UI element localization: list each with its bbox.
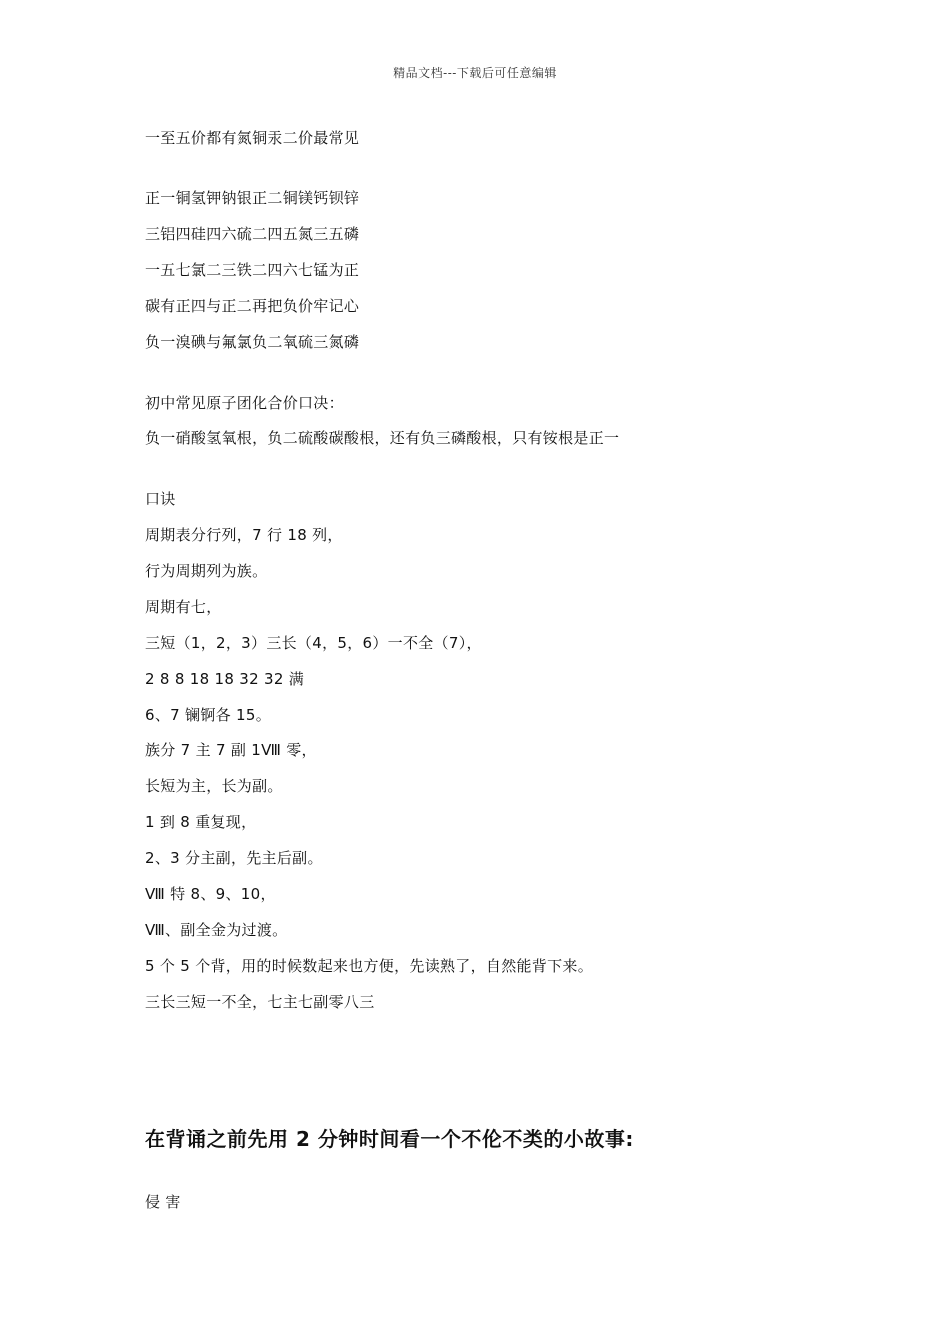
valence-intro: 一至五价都有氮铜汞二价最常见: [145, 129, 360, 147]
periodic-line: 5 个 5 个背，用的时候数起来也方便，先读熟了，自然能背下来。: [145, 957, 593, 975]
periodic-line: 长短为主，长为副。: [145, 777, 283, 795]
valence-rhyme-line: 一五七氯二三铁二四六七锰为正: [145, 261, 360, 279]
periodic-title: 口诀: [145, 490, 176, 508]
periodic-line: 族分 7 主 7 副 1Ⅷ 零，: [145, 741, 317, 759]
periodic-line: 周期有七，: [145, 598, 222, 616]
radical-title: 初中常见原子团化合价口决：: [145, 394, 344, 412]
valence-rhyme-line: 负一溴碘与氟氯负二氧硫三氮磷: [145, 333, 360, 351]
periodic-line: 1 到 8 重复现，: [145, 813, 257, 831]
valence-rhyme-line: 三铝四硅四六硫二四五氮三五磷: [145, 225, 360, 243]
periodic-line: 6、7 镧锕各 15。: [145, 706, 272, 724]
periodic-line: 三长三短一不全，七主七副零八三: [145, 993, 375, 1011]
radical-rhyme: 负一硝酸氢氧根，负二硫酸碳酸根，还有负三磷酸根，只有铵根是正一: [145, 429, 620, 447]
periodic-line: 三短（1，2，3）三长（4，5，6）一不全（7），: [145, 634, 482, 652]
periodic-line: Ⅷ 特 8、9、10，: [145, 885, 276, 903]
page-header: 精品文档---下载后可任意编辑: [393, 66, 557, 80]
valence-rhyme-line: 正一铜氢钾钠银正二铜镁钙钡锌: [145, 189, 360, 207]
story-heading: 在背诵之前先用 2 分钟时间看一个不伦不类的小故事:: [145, 1127, 634, 1151]
valence-rhyme-line: 碳有正四与正二再把负价牢记心: [145, 297, 360, 315]
periodic-line: 2 8 8 18 18 32 32 满: [145, 670, 305, 688]
periodic-line: 2、3 分主副，先主后副。: [145, 849, 323, 867]
periodic-line: 周期表分行列，7 行 18 列，: [145, 526, 343, 544]
periodic-line: Ⅷ、副全金为过渡。: [145, 921, 288, 939]
periodic-line: 行为周期列为族。: [145, 562, 268, 580]
story-first-word: 侵 害: [145, 1193, 181, 1211]
